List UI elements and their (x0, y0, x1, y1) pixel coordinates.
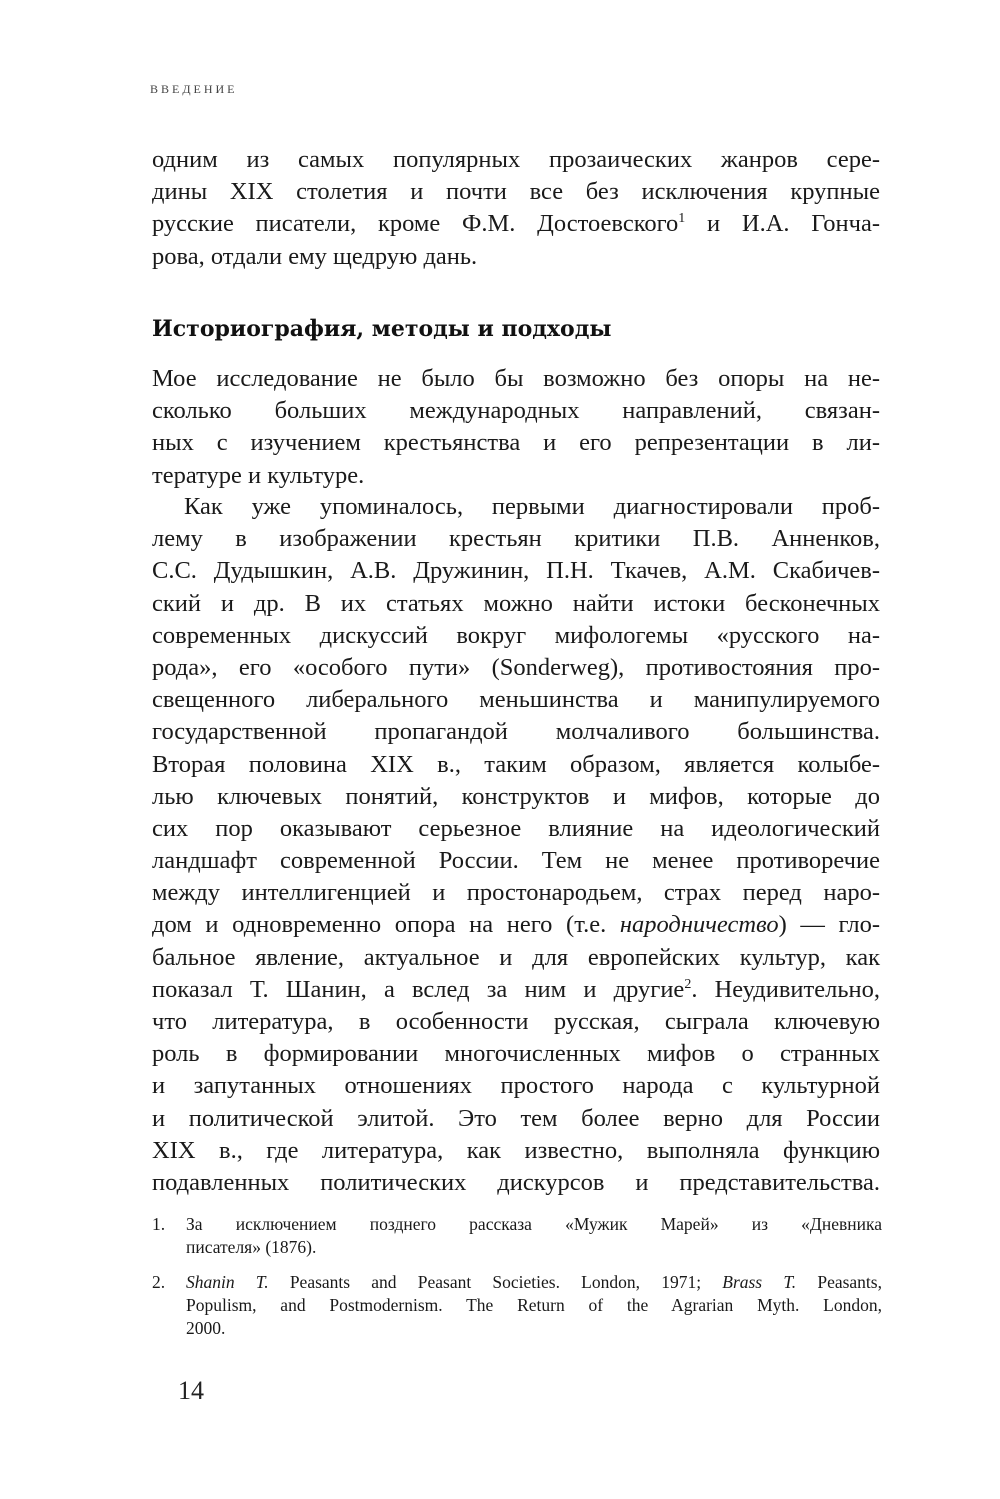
footnote-line (186, 1271, 882, 1294)
text-line: тературе и культуре. (152, 461, 365, 489)
text-line: сколько больших международных направлений, связан- (152, 397, 880, 425)
author-name: Shanin T. (186, 1272, 269, 1292)
text-line: одним из самых популярных прозаических жанров сере- (152, 146, 880, 173)
text-line: ский и др. В их статьях можно найти истоки бесконечных (152, 589, 880, 617)
paragraph-2 (152, 491, 880, 1199)
text-line: подавленных политических дискурсов и представительства. (152, 1168, 880, 1196)
footnote-ref-1[interactable]: 1 (678, 211, 686, 227)
footnote-1 (152, 1213, 882, 1259)
paragraph-1 (152, 363, 880, 492)
text-line: государственной пропагандой молчаливого большинства. (152, 718, 880, 746)
footnote-2 (152, 1271, 882, 1340)
text-line (152, 909, 880, 941)
text-line: и политической элитой. Это тем более верно для России (152, 1104, 880, 1132)
page-number: 14 (178, 1376, 204, 1405)
text-span: ) — гло- (778, 911, 880, 939)
footnote-number: 1. (152, 1214, 166, 1234)
text-line: рова, отдали ему щедрую дань. (152, 242, 478, 270)
text-line: между интеллигенцией и простонародьем, страх перед наро- (152, 879, 880, 907)
running-head: ВВЕДЕНИЕ (150, 82, 238, 96)
text-line: что литература, в особенности русская, сыграла ключевую (152, 1008, 880, 1035)
text-span: и И.А. Гонча- (685, 210, 880, 238)
text-line: современных дискуссий вокруг мифологемы «русского на- (152, 621, 880, 649)
text-line: лью ключевых понятий, конструктов и мифов, которые до (152, 782, 880, 810)
footnote-line: 2000. (186, 1318, 226, 1338)
footnote-body (186, 1213, 882, 1259)
text-line: XIX в., где литература, как известно, выполняла функцию (152, 1136, 880, 1164)
section-heading: Историография, методы и подходы (152, 316, 612, 342)
text-span: . Неудивительно, (691, 975, 880, 1003)
text-line: дины XIX столетия и почти все без исключения крупные (152, 178, 880, 206)
footnote-number: 2. (152, 1272, 166, 1292)
text-span: Peasants, (796, 1272, 882, 1292)
text-line: рода», его «особого пути» (Sonderweg), противостояния про- (152, 653, 880, 681)
text-line: ных с изучением крестьянства и его репрезентации в ли- (152, 429, 880, 457)
intro-paragraph (152, 144, 880, 273)
text-line: сих пор оказывают серьезное влияние на идеологический (152, 814, 880, 842)
text-span: русские писатели, кроме Ф.М. Достоевского (152, 210, 679, 238)
text-line: Мое исследование не было бы возможно без опоры на не- (152, 365, 880, 392)
text-line: лему в изображении крестьян критики П.В. Анненков, (152, 525, 880, 553)
footnote-body (186, 1271, 882, 1340)
text-span: показал Т. Шанин, а вслед за ним и другие (152, 975, 685, 1003)
footnotes (152, 1213, 882, 1352)
text-line: Как уже упоминалось, первыми диагностировали проб- (184, 493, 880, 520)
footnote-ref-2[interactable]: 2 (684, 976, 692, 992)
text-line: бальное явление, актуальное и для европейских культур, как (152, 943, 880, 971)
footnote-line: писателя» (1876). (186, 1237, 317, 1257)
text-line: Вторая половина XIX в., таким образом, является колыбе- (152, 750, 880, 778)
text-span: Peasants and Peasant Societies. London, 1971; (268, 1272, 723, 1292)
text-line: роль в формировании многочисленных мифов о странных (152, 1040, 880, 1068)
text-span: дом и одновременно опора на него (т.е. (152, 911, 620, 939)
footnote-line: За исключением позднего рассказа «Мужик Марей» из «Дневника (186, 1214, 882, 1234)
emphasis-term: народничество (619, 911, 779, 939)
footnote-line: Populism, and Postmodernism. The Return of the Agrarian Myth. London, (186, 1295, 882, 1315)
text-line (152, 208, 880, 240)
text-line (152, 974, 880, 1006)
text-line: ландшафт современной России. Тем не менее противоречие (152, 847, 880, 875)
author-name: Brass T. (722, 1272, 797, 1292)
text-line: и запутанных отношениях простого народа с культурной (152, 1072, 880, 1100)
text-line: свещенного либерального меньшинства и манипулируемого (152, 686, 880, 714)
text-line: С.С. Дудышкин, А.В. Дружинин, П.Н. Ткачев, А.М. Скабичев- (152, 557, 880, 585)
